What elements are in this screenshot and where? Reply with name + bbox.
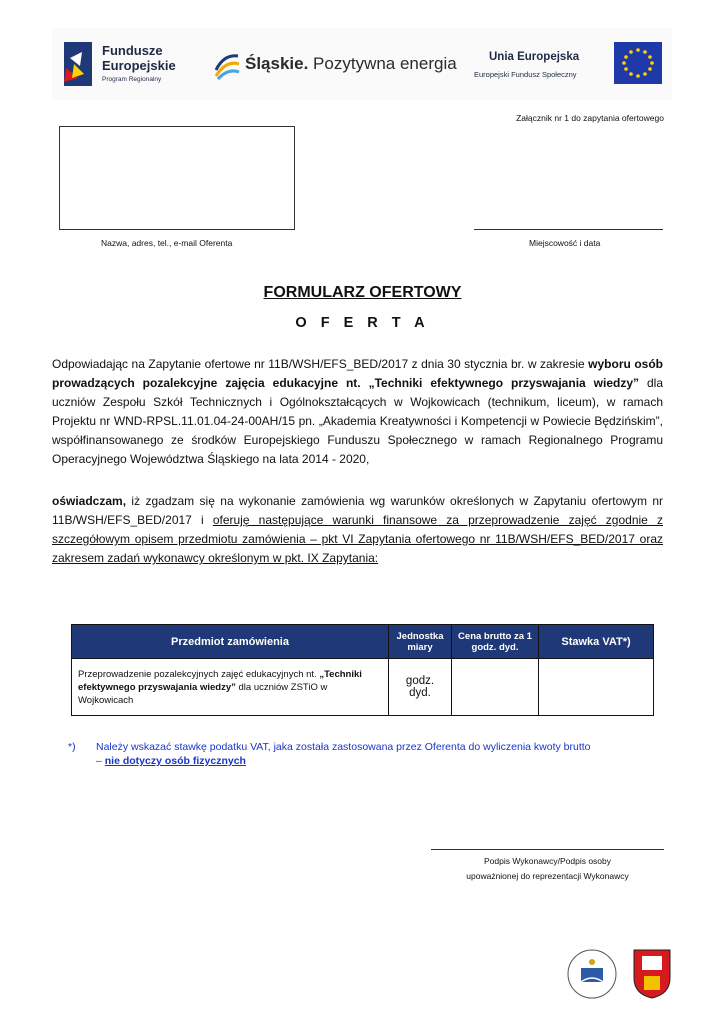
row-vat-cell[interactable] xyxy=(539,659,654,716)
vat-footnote: *) Należy wskazać stawkę podatku VAT, jaka została zastosowana przez Oferenta do wyliczenia kwoty brutto – nie dotyczy osób fizycznych xyxy=(72,740,656,768)
row-price-cell[interactable] xyxy=(452,659,539,716)
form-title: FORMULARZ OFERTOWY xyxy=(263,284,462,301)
row-description: Przeprowadzenie pozalekcyjnych zajęć edukacyjnych nt. „Techniki efektywnego przyswajania wiedzy” dla uczniów ZSTiO w Wojkowicach xyxy=(72,659,389,716)
header-price: Cena brutto za 1 godz. dyd. xyxy=(452,625,539,659)
form-subtitle: O F E R T A xyxy=(295,315,430,331)
oferent-label: Nazwa, adres, tel., e-mail Oferenta xyxy=(101,238,233,248)
eu-flag-icon xyxy=(614,42,662,84)
wojkowice-coat-of-arms-icon xyxy=(632,948,672,1000)
fe-logo-subtitle: Program Regionalny xyxy=(102,76,162,83)
fe-logo-text: Fundusze Europejskie xyxy=(102,43,176,73)
offer-table xyxy=(71,624,654,716)
humanitas-seal-icon xyxy=(564,948,620,1000)
signature-label: Podpis Wykonawcy/Podpis osoby upoważnionej do reprezentacji Wykonawcy xyxy=(466,856,629,881)
footnote-marker: *) xyxy=(68,741,76,753)
place-date-label: Miejscowość i data xyxy=(529,238,601,248)
header-vat: Stawka VAT*) xyxy=(539,625,654,659)
ue-logo-title: Unia Europejska xyxy=(489,51,580,63)
row-unit: godz. dyd. xyxy=(389,659,452,716)
ue-logo-subtitle: Europejski Fundusz Społeczny xyxy=(474,70,577,79)
declaration-paragraph: oświadczam, iż zgadzam się na wykonanie zamówienia wg warunków określonych w Zapytaniu ofertowym nr 11B/WSH/EFS_BED/2017 i oferuję następujące warunki finansowe za przeprowadzenie zajęć zgodnie z szczegółowym opisem przedmiotu zamówienia – pkt VI Zapytania ofertowego nr 11B/WSH/EFS_BED/2017 oraz zakresem zadań wykonawcy określonym w pkt. IX Zapytania: xyxy=(52,494,663,565)
place-date-line[interactable] xyxy=(474,229,663,230)
attachment-label: Załącznik nr 1 do zapytania ofertowego xyxy=(516,113,664,123)
footnote-bold: nie dotyczy osób fizycznych xyxy=(104,755,246,767)
table-header-row xyxy=(72,625,654,659)
slaskie-logo-text: Śląskie. Pozytywna energia xyxy=(245,54,457,73)
header-unit: Jednostka miary xyxy=(389,625,452,659)
signature-line[interactable] xyxy=(431,849,664,850)
intro-paragraph: Odpowiadając na Zapytanie ofertowe nr 11B/WSH/EFS_BED/2017 z dnia 30 stycznia br. w zakresie wyboru osób prowadzących pozalekcyjne zajęcia edukacyjne nt. „Techniki efektywnego przyswajania wiedzy” dla uczniów Zespołu Szkół Technicznych i Ogólnokształcących w Wojkowicach (technikum, liceum), w ramach Projektu nr WND-RPSL.11.01.04-24-00AH/15 pn. „Akademia Kreatywności i Kompetencji w Powiecie Będzińskim”, współfinansowanego ze środków Europejskiego Funduszu Społecznego w ramach Regionalnego Programu Operacyjnego Województwa Śląskiego na lata 2014 - 2020, xyxy=(52,357,664,466)
header-subject: Przedmiot zamówienia xyxy=(72,625,389,659)
table-row xyxy=(72,659,654,716)
footnote-text: Należy wskazać stawkę podatku VAT, jaka została zastosowana przez Oferenta do wyliczenia kwoty brutto xyxy=(96,741,591,753)
oferent-stamp-box[interactable] xyxy=(59,126,295,230)
logo-bar xyxy=(52,28,672,100)
fundusze-europejskie-logo-icon xyxy=(62,38,98,88)
slaskie-logo-icon xyxy=(212,50,242,80)
